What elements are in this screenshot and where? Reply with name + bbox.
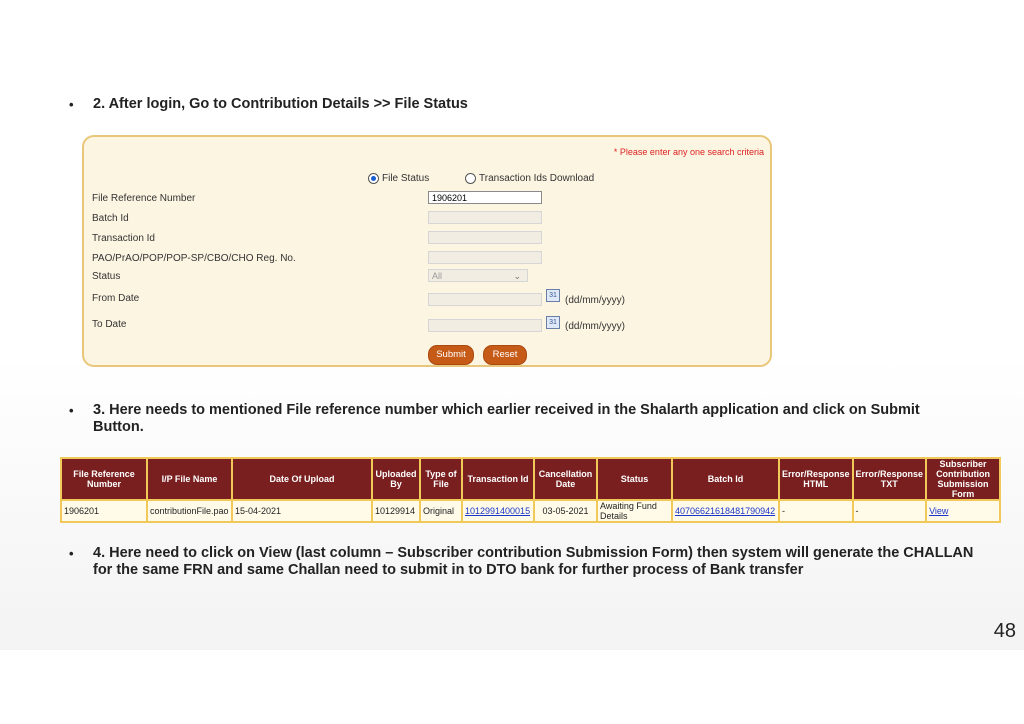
step-4-text — [69, 545, 1013, 579]
view-link[interactable]: View — [929, 506, 949, 516]
submit-button[interactable]: Submit — [428, 345, 474, 365]
cell-error-html: - — [779, 500, 853, 522]
table-header: Subscriber Contribution Submission Form — [926, 458, 1000, 500]
chevron-down-icon: ⌄ — [513, 271, 521, 281]
reg-no-input[interactable] — [428, 251, 542, 264]
file-status-table — [60, 457, 1001, 523]
file-status-form — [82, 135, 772, 367]
step-3-line-2: Button. — [93, 419, 144, 435]
file-ref-label: File Reference Number — [92, 193, 196, 204]
table-header: I/P File Name — [147, 458, 232, 500]
cell-cancellation-date: 03-05-2021 — [534, 500, 597, 522]
table-header: Batch Id — [672, 458, 779, 500]
table-header: Status — [597, 458, 672, 500]
step-4-line-1: 4. Here need to click on View (last column – Subscriber contribution Submission Form) then system will generate the CHALLAN — [93, 545, 974, 561]
bullet-point: • — [69, 546, 74, 561]
step-3-text — [69, 402, 993, 436]
cell-batch-id — [672, 500, 779, 522]
table-header-row — [61, 458, 1000, 500]
batch-id-link[interactable]: 40706621618481790942 — [675, 506, 776, 516]
batch-id-label: Batch Id — [92, 213, 129, 224]
transaction-id-label: Transaction Id — [92, 233, 155, 244]
status-select-value: All — [432, 271, 443, 281]
step-4-line-2: for the same FRN and same Challan need to submit in to DTO bank for further process of Bank transfer — [93, 562, 804, 578]
file-ref-input[interactable]: 1906201 — [428, 191, 542, 204]
radio-unselected-icon[interactable] — [465, 173, 476, 184]
calendar-icon[interactable]: 31 — [546, 289, 560, 302]
transaction-id-input[interactable] — [428, 231, 542, 244]
table-header: Cancellation Date — [534, 458, 597, 500]
radio-file-status-label: File Status — [382, 173, 430, 184]
from-date-label: From Date — [92, 293, 140, 304]
step-2-label: 2. After login, Go to Contribution Details >> File Status — [93, 96, 468, 112]
radio-file-status[interactable] — [368, 173, 429, 184]
table-header: Error/Response TXT — [853, 458, 927, 500]
to-date-label: To Date — [92, 319, 127, 330]
radio-transaction-ids-label: Transaction Ids Download — [479, 173, 595, 184]
cell-type: Original — [420, 500, 462, 522]
cell-transaction-id — [462, 500, 534, 522]
cell-error-txt: - — [853, 500, 927, 522]
table-header: Transaction Id — [462, 458, 534, 500]
radio-transaction-ids-download[interactable] — [465, 173, 594, 184]
cell-uploaded-by: 10129914 — [372, 500, 420, 522]
table-header: Type of File — [420, 458, 462, 500]
cell-file-name: contributionFile.pao — [147, 500, 232, 522]
status-label: Status — [92, 271, 121, 282]
table-header: File Reference Number — [61, 458, 147, 500]
page-number: 48 — [993, 620, 1016, 642]
reset-button[interactable]: Reset — [483, 345, 527, 365]
status-select[interactable] — [428, 269, 528, 282]
table-header: Date Of Upload — [232, 458, 372, 500]
cell-date-upload: 15-04-2021 — [232, 500, 372, 522]
to-date-format: (dd/mm/yyyy) — [565, 321, 625, 332]
cell-form-link — [926, 500, 1000, 522]
to-date-input[interactable] — [428, 319, 542, 332]
bullet-point: • — [69, 97, 74, 112]
table-header: Uploaded By — [372, 458, 420, 500]
bullet-point: • — [69, 403, 74, 418]
search-criteria-hint: * Please enter any one search criteria — [613, 147, 764, 157]
step-3-line-1: 3. Here needs to mentioned File reference number which earlier received in the Shalarth application and click on Submit — [93, 402, 920, 418]
step-2-text — [69, 96, 468, 113]
from-date-format: (dd/mm/yyyy) — [565, 295, 625, 306]
transaction-id-link[interactable]: 1012991400015 — [465, 506, 531, 516]
table-header: Error/Response HTML — [779, 458, 853, 500]
from-date-input[interactable] — [428, 293, 542, 306]
cell-status: Awaiting Fund Details — [597, 500, 672, 522]
radio-selected-icon[interactable] — [368, 173, 379, 184]
cell-file-ref: 1906201 — [61, 500, 147, 522]
table-row — [61, 500, 1000, 522]
calendar-icon[interactable]: 31 — [546, 316, 560, 329]
reg-no-label: PAO/PrAO/POP/POP-SP/CBO/CHO Reg. No. — [92, 253, 296, 264]
batch-id-input[interactable] — [428, 211, 542, 224]
